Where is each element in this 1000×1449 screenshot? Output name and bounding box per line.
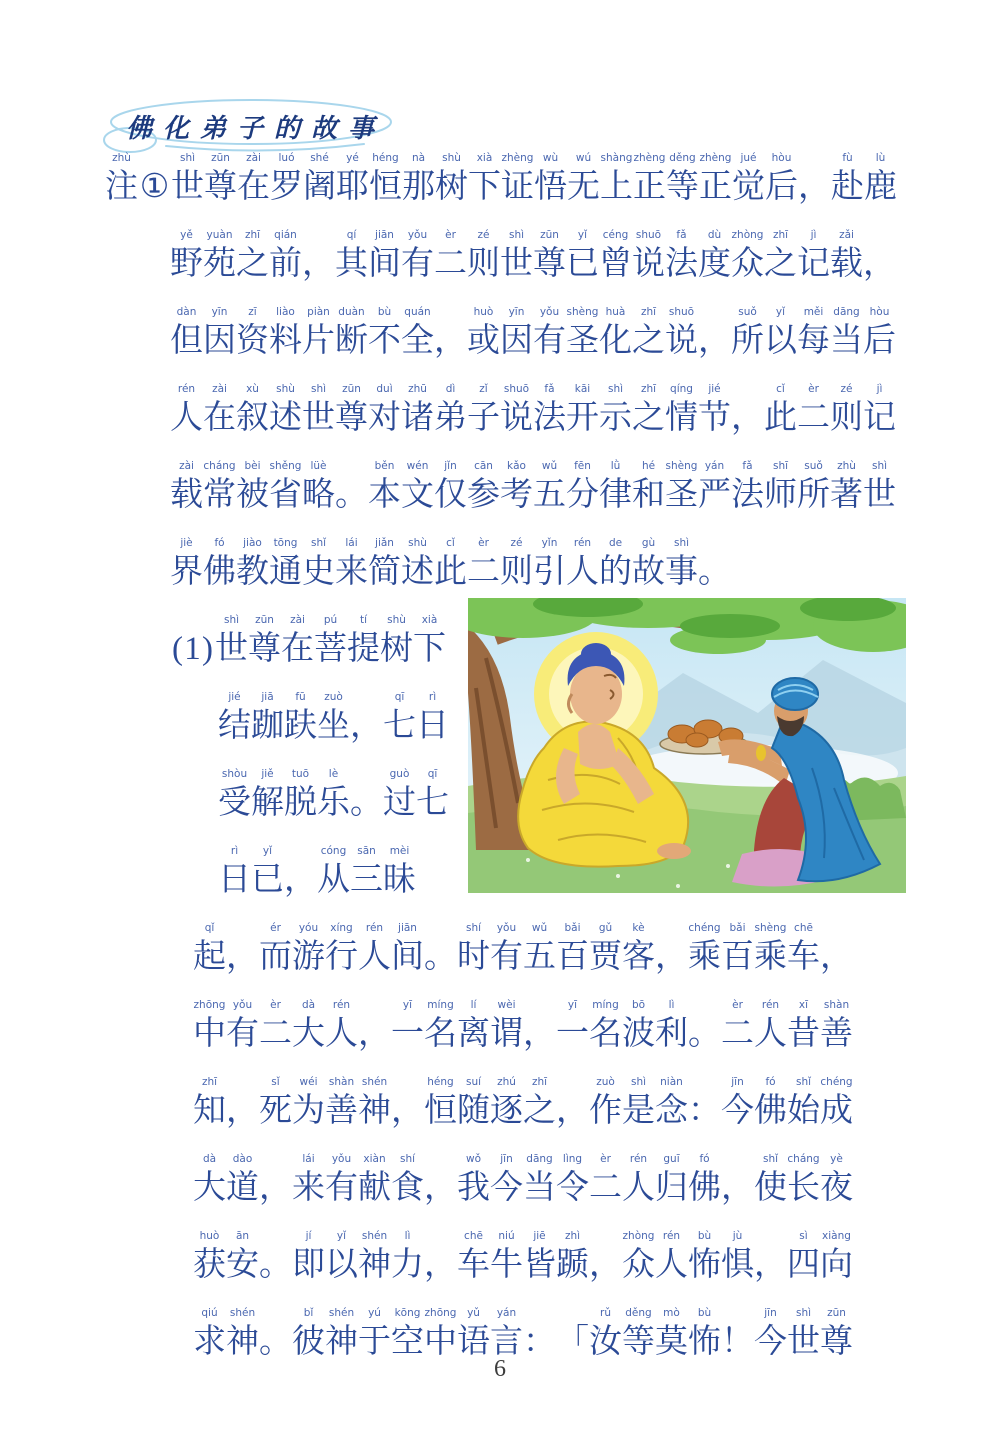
buddha-offering-illustration <box>468 598 906 893</box>
story-paragraph-line-2: jié 结 jiā 跏 fū 趺 zuò 坐 ， qī 七 rì 日 <box>218 691 449 744</box>
story-paragraph-line-10: qiú 求 shén 神 。 bǐ 彼 shén 神 yú 于 kōng 空 zhōng 中 yǔ 语 yán 言 ： 「 rǔ 汝 děng 等 mò 莫 bù 怖 ！ jīn 今 shì 世 zūn 尊 <box>193 1307 853 1360</box>
note-paragraph-line-4: rén 人 zài 在 xù 叙 shù 述 shì 世 zūn 尊 duì 对 zhū 诸 dì 弟 zǐ 子 shuō 说 fǎ 法 kāi 开 shì 示 zhī 之 qíng 情 jié 节 ， cǐ 此 èr 二 zé 则 jì 记 <box>170 383 896 436</box>
story-paragraph-line-9: huò 获 ān 安 。 jí 即 yǐ 以 shén 神 lì 力 ， chē 车 niú 牛 jiē 皆 zhì 踬 ， zhòng 众 rén 人 bù 怖 jù 惧 ， sì 四 xiàng 向 <box>193 1230 853 1283</box>
story-paragraph-line-4: rì 日 yǐ 已 ， cóng 从 sān 三 mèi 昧 <box>218 845 416 898</box>
note-paragraph-line-3: dàn 但 yīn 因 zī 资 liào 料 piàn 片 duàn 断 bù 不 quán 全 ， huò 或 yīn 因 yǒu 有 shèng 圣 huà 化 zhī 之 shuō 说 ， suǒ 所 yǐ 以 měi 每 dāng 当 hòu 后 <box>170 306 896 359</box>
story-paragraph-line-7: zhī 知 ， sǐ 死 wéi 为 shàn 善 shén 神 ， héng 恒 suí 随 zhú 逐 zhī 之 ， zuò 作 shì 是 niàn 念 ： jīn 今 fó 佛 shǐ 始 chéng 成 <box>193 1076 853 1129</box>
note-paragraph-line-1: zhù 注 ① shì 世 zūn 尊 zài 在 luó 罗 shé 阇 yé 耶 héng 恒 nà 那 shù 树 xià 下 zhèng 证 wù 悟 wú 无 shàng 上 zhèng 正 děng 等 zhèng 正 jué 觉 hòu 后 ， fù 赴 lù 鹿 <box>105 152 897 205</box>
note-paragraph-line-2: yě 野 yuàn 苑 zhī 之 qián 前 ， qí 其 jiān 间 yǒu 有 èr 二 zé 则 shì 世 zūn 尊 yǐ 已 céng 曾 shuō 说 fǎ 法 dù 度 zhòng 众 zhī 之 jì 记 zǎi 载 ， <box>170 229 896 282</box>
story-paragraph-line-5: qǐ 起 ， ér 而 yóu 游 xíng 行 rén 人 jiān 间 。 shí 时 yǒu 有 wǔ 五 bǎi 百 gǔ 贾 kè 客 ， chéng 乘 bǎi 百 shèng 乘 chē 车 ， <box>193 922 853 975</box>
page-number: 6 <box>494 1356 506 1382</box>
story-paragraph-line-3: shòu 受 jiě 解 tuō 脱 lè 乐 。 guò 过 qī 七 <box>218 768 449 821</box>
story-paragraph-line-8: dà 大 dào 道 ， lái 来 yǒu 有 xiàn 献 shí 食 ， wǒ 我 jīn 今 dāng 当 lìng 令 èr 二 rén 人 guī 归 fó 佛 ， shǐ 使 cháng 长 yè 夜 <box>193 1153 853 1206</box>
note-paragraph-line-6: jiè 界 fó 佛 jiào 教 tōng 通 shǐ 史 lái 来 jiǎn 简 shù 述 cǐ 此 èr 二 zé 则 yǐn 引 rén 人 de 的 gù 故 shì 事 。 <box>170 537 731 590</box>
story-paragraph-line-6: zhōng 中 yǒu 有 èr 二 dà 大 rén 人 ， yī 一 míng 名 lí 离 wèi 谓 ， yī 一 míng 名 bō 波 lì 利 。 èr 二 rén 人 xī 昔 shàn 善 <box>193 999 853 1052</box>
page-title: 佛化弟子的故事 <box>126 114 386 143</box>
note-paragraph-line-5: zài 载 cháng 常 bèi 被 shěng 省 lüè 略 。 běn 本 wén 文 jǐn 仅 cān 参 kǎo 考 wǔ 五 fēn 分 lǜ 律 hé 和 shèng 圣 yán 严 fǎ 法 shī 师 suǒ 所 zhù 著 shì 世 <box>170 460 896 513</box>
story-paragraph-line-1: ( 1 ) shì 世 zūn 尊 zài 在 pú 菩 tí 提 shù 树 xià 下 <box>172 614 446 667</box>
